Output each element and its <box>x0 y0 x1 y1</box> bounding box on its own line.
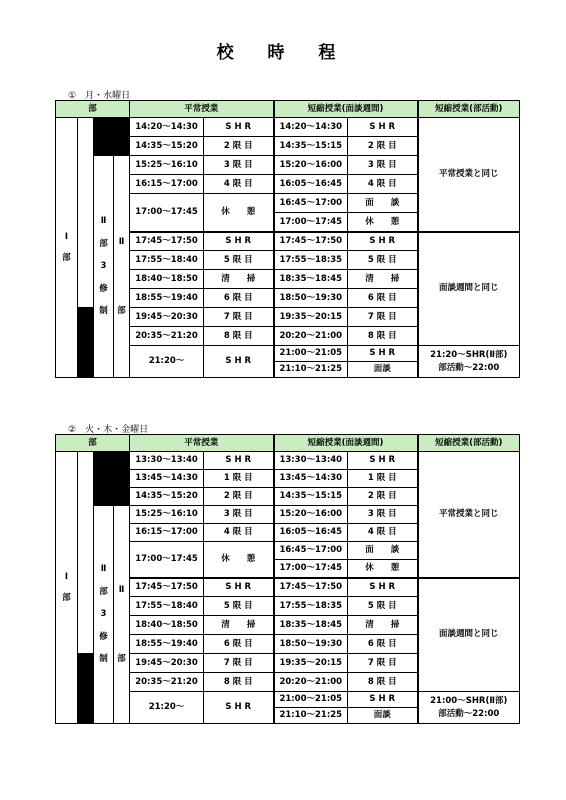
period-cell: 6 限 目 <box>348 289 418 308</box>
period-cell: 面談 <box>348 708 418 724</box>
bu2-inner-label: Ⅱ 部 <box>114 506 130 724</box>
time-cell: 13:45～14:30 <box>274 470 348 488</box>
header-heijo: 平常授業 <box>130 435 274 452</box>
period-cell: 3 限 目 <box>204 156 274 175</box>
time-cell: 17:45～17:50 <box>274 232 348 251</box>
note-club-activity: 21:20～SHR(Ⅱ部) 部活動～22:00 <box>418 346 520 378</box>
period-cell: 面 談 <box>348 542 418 560</box>
time-cell: 18:50～19:30 <box>274 635 348 654</box>
period-cell: S H R <box>348 452 418 470</box>
time-cell: 16:45～17:00 <box>274 194 348 213</box>
period-cell: 面談 <box>348 362 418 378</box>
time-cell: 15:20～16:00 <box>274 506 348 524</box>
period-cell: 4 限 目 <box>348 524 418 542</box>
time-cell: 14:35～15:15 <box>274 488 348 506</box>
period-cell: 2 限 目 <box>348 137 418 156</box>
bu2-inner-dark-top <box>114 452 130 506</box>
period-cell: 休 憩 <box>204 194 274 232</box>
period-cell: 8 限 目 <box>204 327 274 346</box>
time-cell: 18:50～19:30 <box>274 289 348 308</box>
schedule-table-tue-thu-fri <box>55 434 520 724</box>
time-cell: 16:45～17:00 <box>274 542 348 560</box>
header-bu: 部 <box>56 101 130 118</box>
time-cell: 20:35～21:20 <box>130 673 204 692</box>
time-cell: 19:35～20:15 <box>274 308 348 327</box>
time-cell: 17:00～17:45 <box>130 194 204 232</box>
time-cell: 17:45～17:50 <box>130 232 204 251</box>
period-cell: 1 限 目 <box>204 470 274 488</box>
bu1-dark-bottom <box>78 308 94 378</box>
period-cell: S H R <box>204 232 274 251</box>
bu2-dark-top <box>94 452 114 506</box>
period-cell: S H R <box>348 232 418 251</box>
time-cell: 16:15～17:00 <box>130 524 204 542</box>
time-cell: 17:55～18:35 <box>274 251 348 270</box>
period-cell: 3 限 目 <box>348 506 418 524</box>
period-cell: 5 限 目 <box>348 597 418 616</box>
period-cell: 清 掃 <box>204 270 274 289</box>
time-cell: 17:00～17:45 <box>130 542 204 578</box>
period-cell: 6 限 目 <box>204 289 274 308</box>
section-label-tue-thu-fri: ② 火・木・金曜日 <box>68 425 149 435</box>
time-cell: 14:35～15:20 <box>130 488 204 506</box>
period-cell: 休 憩 <box>204 542 274 578</box>
note-same-as-normal: 平常授業と同じ <box>418 452 520 578</box>
time-cell: 21:10～21:25 <box>274 708 348 724</box>
header-tanshuku-mendan: 短縮授業(面談週間) <box>274 435 418 452</box>
time-cell: 13:45～14:30 <box>130 470 204 488</box>
period-cell: S H R <box>204 346 274 378</box>
period-cell: 5 限 目 <box>204 251 274 270</box>
period-cell: 2 限 目 <box>348 488 418 506</box>
period-cell: 2 限 目 <box>204 488 274 506</box>
period-cell: S H R <box>204 692 274 724</box>
period-cell: 1 限 目 <box>348 470 418 488</box>
period-cell: 5 限 目 <box>204 597 274 616</box>
period-cell: 清 掃 <box>348 616 418 635</box>
period-cell: 6 限 目 <box>204 635 274 654</box>
note-club-activity: 21:00～SHR(Ⅱ部) 部活動～22:00 <box>418 692 520 724</box>
time-cell: 19:35～20:15 <box>274 654 348 673</box>
header-tanshuku-mendan: 短縮授業(面談週間) <box>274 101 418 118</box>
bu2-inner-label: Ⅱ 部 <box>114 156 130 378</box>
bu1-label: Ⅰ 部 <box>56 452 78 724</box>
header-tanshuku-bukatsu: 短縮授業(部活動) <box>418 435 520 452</box>
header-heijo: 平常授業 <box>130 101 274 118</box>
time-cell: 21:00～21:05 <box>274 692 348 708</box>
time-cell: 13:30～13:40 <box>130 452 204 470</box>
time-cell: 17:00～17:45 <box>274 213 348 232</box>
period-cell: 8 限 目 <box>348 327 418 346</box>
note-same-as-normal: 平常授業と同じ <box>418 118 520 232</box>
bu2-outer-label: Ⅱ 部 3 修 制 <box>94 506 114 724</box>
time-cell: 18:35～18:45 <box>274 616 348 635</box>
bu2-inner-dark-top <box>114 118 130 156</box>
time-cell: 19:45～20:30 <box>130 308 204 327</box>
time-cell: 20:20～21:00 <box>274 327 348 346</box>
time-cell: 16:15～17:00 <box>130 175 204 194</box>
bu2-dark-top <box>94 118 114 156</box>
time-cell: 19:45～20:30 <box>130 654 204 673</box>
bu1-column <box>78 452 94 654</box>
time-cell: 20:35～21:20 <box>130 327 204 346</box>
period-cell: 7 限 目 <box>204 308 274 327</box>
period-cell: 休 憩 <box>348 560 418 578</box>
time-cell: 21:20～ <box>130 346 204 378</box>
time-cell: 21:10～21:25 <box>274 362 348 378</box>
time-cell: 15:25～16:10 <box>130 506 204 524</box>
period-cell: S H R <box>348 692 418 708</box>
period-cell: S H R <box>204 578 274 597</box>
period-cell: 3 限 目 <box>348 156 418 175</box>
period-cell: 5 限 目 <box>348 251 418 270</box>
time-cell: 17:45～17:50 <box>130 578 204 597</box>
period-cell: 4 限 目 <box>204 175 274 194</box>
period-cell: 8 限 目 <box>204 673 274 692</box>
time-cell: 20:20～21:00 <box>274 673 348 692</box>
note-same-as-interview: 面談週間と同じ <box>418 578 520 692</box>
period-cell: 4 限 目 <box>348 175 418 194</box>
period-cell: S H R <box>348 346 418 362</box>
period-cell: S H R <box>348 578 418 597</box>
period-cell: 8 限 目 <box>348 673 418 692</box>
time-cell: 17:45～17:50 <box>274 578 348 597</box>
time-cell: 14:20～14:30 <box>274 118 348 137</box>
bu1-dark-bottom <box>78 654 94 724</box>
period-cell: 休 憩 <box>348 213 418 232</box>
period-cell: 6 限 目 <box>348 635 418 654</box>
period-cell: 2 限 目 <box>204 137 274 156</box>
time-cell: 14:20～14:30 <box>130 118 204 137</box>
time-cell: 15:25～16:10 <box>130 156 204 175</box>
bu1-column <box>78 118 94 308</box>
header-bu: 部 <box>56 435 130 452</box>
period-cell: 3 限 目 <box>204 506 274 524</box>
bu2-outer-label: Ⅱ 部 3 修 制 <box>94 156 114 378</box>
time-cell: 18:55～19:40 <box>130 635 204 654</box>
section-label-mon-wed: ① 月・水曜日 <box>68 91 131 101</box>
note-same-as-interview: 面談週間と同じ <box>418 232 520 346</box>
period-cell: S H R <box>204 118 274 137</box>
time-cell: 17:55～18:40 <box>130 597 204 616</box>
time-cell: 13:30～13:40 <box>274 452 348 470</box>
time-cell: 18:40～18:50 <box>130 616 204 635</box>
period-cell: 面 談 <box>348 194 418 213</box>
time-cell: 18:40～18:50 <box>130 270 204 289</box>
period-cell: 7 限 目 <box>204 654 274 673</box>
time-cell: 17:55～18:35 <box>274 597 348 616</box>
time-cell: 16:05～16:45 <box>274 524 348 542</box>
time-cell: 17:55～18:40 <box>130 251 204 270</box>
time-cell: 15:20～16:00 <box>274 156 348 175</box>
time-cell: 21:20～ <box>130 692 204 724</box>
period-cell: 7 限 目 <box>348 654 418 673</box>
time-cell: 14:35～15:20 <box>130 137 204 156</box>
time-cell: 21:00～21:05 <box>274 346 348 362</box>
bu1-label: Ⅰ 部 <box>56 118 78 378</box>
schedule-table-mon-wed <box>55 100 520 378</box>
period-cell: 4 限 目 <box>204 524 274 542</box>
period-cell: S H R <box>204 452 274 470</box>
header-tanshuku-bukatsu: 短縮授業(部活動) <box>418 101 520 118</box>
period-cell: 7 限 目 <box>348 308 418 327</box>
time-cell: 17:00～17:45 <box>274 560 348 578</box>
time-cell: 16:05～16:45 <box>274 175 348 194</box>
time-cell: 14:35～15:15 <box>274 137 348 156</box>
period-cell: S H R <box>348 118 418 137</box>
time-cell: 18:55～19:40 <box>130 289 204 308</box>
page-title: 校 時 程 <box>216 43 350 63</box>
period-cell: 清 掃 <box>204 616 274 635</box>
period-cell: 清 掃 <box>348 270 418 289</box>
time-cell: 18:35～18:45 <box>274 270 348 289</box>
